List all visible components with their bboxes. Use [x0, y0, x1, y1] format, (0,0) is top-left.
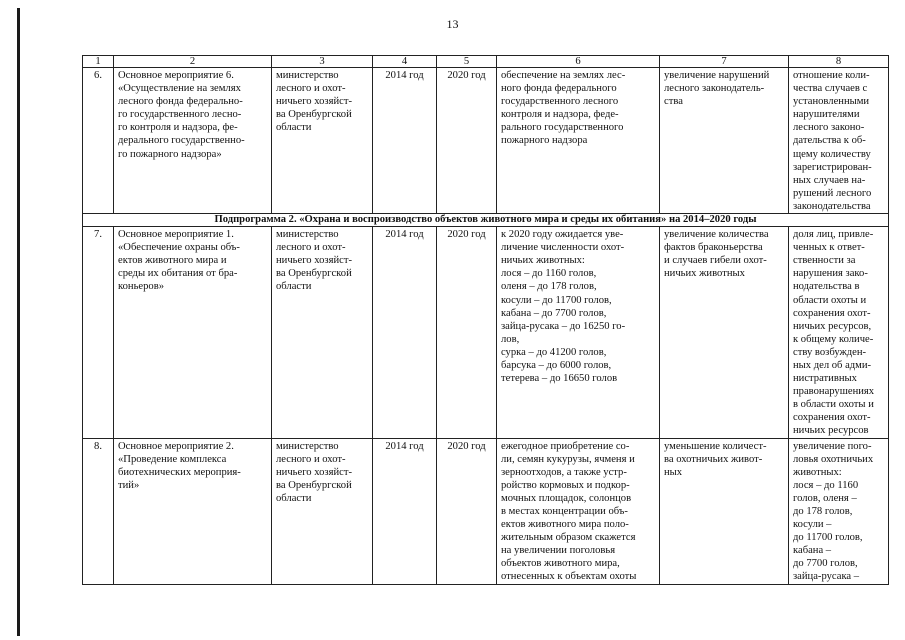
- expected-result-cell: обеспечение на землях лес- ного фонда федерального государственного лесного контроля и надзора, феде- рального государственного пожарного надзора: [497, 68, 660, 214]
- table-row: [83, 68, 889, 214]
- event-name-cell: Основное мероприятие 1. «Обеспечение охраны объ- ектов животного мира и среды их обитания от бра- коньеров»: [114, 227, 272, 439]
- start-year-cell: 2014 год: [373, 68, 437, 214]
- page-number: 13: [446, 17, 459, 31]
- start-year-cell: 2014 год: [373, 438, 437, 584]
- event-name-cell: Основное мероприятие 2. «Проведение комплекса биотехнических мероприя- тий»: [114, 438, 272, 584]
- column-number: 5: [437, 56, 497, 68]
- event-name-cell: Основное мероприятие 6. «Осуществление на землях лесного фонда федерально- го государственного лесно- го контроля и надзора, фе- дерального государственно- го пожарного надзора»: [114, 68, 272, 214]
- indicator-link-cell: отношение коли- чества случаев с установленными нарушителями лесного законо- дательства к об- щему количеству зарегистрирован- ных случаев на- рушений лесного законодательства: [789, 68, 889, 214]
- executor-cell: министерство лесного и охот- ничьего хозяйст- ва Оренбургской области: [272, 68, 373, 214]
- indicator-link-cell: увеличение пого- ловья охотничьих животных: лося – до 1160 голов, оленя – до 178 голов, косули – до 11700 голов, кабана – до 7700 голов, зайца-русака –: [789, 438, 889, 584]
- subprogram-heading-row: [83, 214, 889, 227]
- end-year-cell: 2020 год: [437, 227, 497, 439]
- end-year-cell: 2020 год: [437, 438, 497, 584]
- non-implementation-consequence-cell: уменьшение количест- ва охотничьих живот- ных: [660, 438, 789, 584]
- row-number: 6.: [83, 68, 114, 214]
- subprogram-title: Подпрограмма 2. «Охрана и воспроизводство объектов животного мира и среды их обитания» на 2014–2020 годы: [83, 214, 889, 227]
- executor-cell: министерство лесного и охот- ничьего хозяйст- ва Оренбургской области: [272, 227, 373, 439]
- row-number: 8.: [83, 438, 114, 584]
- column-number: 4: [373, 56, 437, 68]
- end-year-cell: 2020 год: [437, 68, 497, 214]
- start-year-cell: 2014 год: [373, 227, 437, 439]
- table-row: [83, 227, 889, 439]
- column-number-row: [83, 56, 889, 68]
- column-number: 2: [114, 56, 272, 68]
- table-row: [83, 438, 889, 584]
- indicator-link-cell: доля лиц, привле- ченных к ответ- ственности за нарушения зако- нодательства в области охоты и сохранения охот- ничьих ресурсов, к общему количе- ству возбужден- ных дел об адми- нистративных правонарушениях в области охоты и сохранения охот- ничьих ресурсов: [789, 227, 889, 439]
- non-implementation-consequence-cell: увеличение количества фактов браконьерства и случаев гибели охот- ничьих животных: [660, 227, 789, 439]
- column-number: 8: [789, 56, 889, 68]
- executor-cell: министерство лесного и охот- ничьего хозяйст- ва Оренбургской области: [272, 438, 373, 584]
- column-number: 7: [660, 56, 789, 68]
- expected-result-cell: ежегодное приобретение со- ли, семян кукурузы, ячменя и зерноотходов, а также устр- ройство кормовых и подкор- мочных площадок, солонцов в местах концентрации объ- ектов животного мира поло- жительным образом скажется на увеличении поголовья объектов животного мира, отнесенных к объектам охоты: [497, 438, 660, 584]
- column-number: 6: [497, 56, 660, 68]
- column-number: 1: [83, 56, 114, 68]
- row-number: 7.: [83, 227, 114, 439]
- expected-result-cell: к 2020 году ожидается уве- личение численности охот- ничьих животных: лося – до 1160 голов, оленя – до 178 голов, косули – до 11700 голов, кабана – до 7700 голов, зайца-русака – до 16250 го- лов, сурка – до 41200 голов, барсука – до 6000 голов, тетерева – до 16650 голов: [497, 227, 660, 439]
- non-implementation-consequence-cell: увеличение нарушений лесного законодатель- ства: [660, 68, 789, 214]
- binding-margin-line: [17, 8, 20, 636]
- program-events-table: [82, 55, 889, 585]
- column-number: 3: [272, 56, 373, 68]
